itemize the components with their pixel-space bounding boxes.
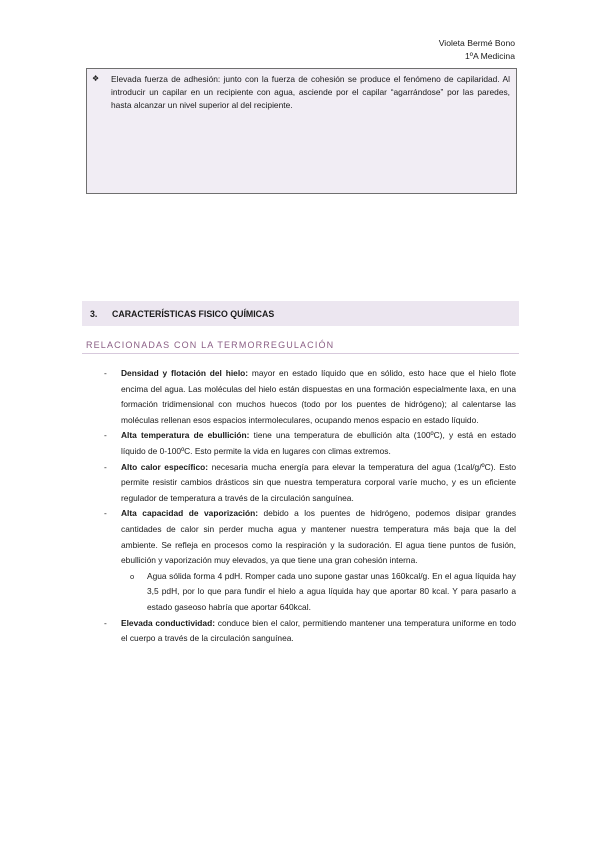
- subheading: RELACIONADAS CON LA TERMORREGULACIÓN: [82, 340, 519, 354]
- list-item: [104, 616, 516, 647]
- list-item: [104, 460, 516, 507]
- course-label: 1ºA Medicina: [465, 51, 515, 61]
- section-number: 3.: [90, 308, 98, 319]
- section-title: CARACTERÍSTICAS FISICO QUÍMICAS: [112, 308, 275, 319]
- dash-bullet-icon: -: [104, 430, 107, 441]
- item-text: debido a los puentes de hidrógeno, podemos disipar grandes cantidades de calor sin perder mucha agua y mantener nuestra temperatura más baja que la del ambiente. Se refleja en procesos como la respiración y la sudoración. El agua tiene puntos de fusión, ebullición y vaporización muy elevados, ya que tiene una gran cohesión interna.: [121, 508, 517, 566]
- list-item: [104, 506, 516, 568]
- item-text: mayor en estado líquido que en sólido, esto hace que el hielo flote encima del agua. Las moléculas del hielo están dispuestas en una formación especialmente laxa, en una formación tridimensional con muchos huecos (todo por los puentes de hidrógeno); al calentarse las moléculas rellenan esos espacios intermoleculares, ocupando menos espacio en estado líquido.: [121, 368, 516, 425]
- sub-list-item: [130, 569, 516, 616]
- item-term: Alta temperatura de ebullición:: [121, 430, 250, 441]
- item-list: [104, 366, 516, 647]
- highlight-box: [86, 68, 517, 194]
- item-term: Alta capacidad de vaporización:: [121, 508, 259, 519]
- circle-bullet-icon: o: [130, 571, 135, 581]
- dash-bullet-icon: -: [104, 617, 107, 628]
- item-term: Alto calor específico:: [121, 461, 209, 472]
- list-item: [104, 366, 516, 428]
- diamond-bullet-icon: ❖: [92, 74, 100, 83]
- item-text: necesaria mucha energía para elevar la temperatura del agua (1cal/g/ºC). Esto permite resistir cambios drásticos sin que nuestra temperatura corporal varíe mucho, y es un eficiente regulador de temperatura a través de la circulación sanguínea.: [121, 461, 517, 503]
- item-text: conduce bien el calor, permitiendo mantener una temperatura uniforme en todo el cuerpo a través de la circulación sanguínea.: [121, 617, 516, 644]
- dash-bullet-icon: -: [104, 508, 107, 519]
- page-header: [439, 37, 515, 63]
- item-term: Densidad y flotación del hielo:: [121, 368, 249, 378]
- author-name: Violeta Bermé Bono: [438, 38, 515, 48]
- item-term: Elevada conductividad:: [121, 617, 215, 628]
- sub-item-text: Agua sólida forma 4 pdH. Romper cada uno supone gastar unas 160kcal/g. En el agua líquida hay 3,5 pdH, por lo que para fundir el hielo a agua líquida hay que aportar 80 kcal. Y para pasarlo a estado gaseoso habría que aportar 640kcal.: [147, 570, 516, 612]
- dash-bullet-icon: -: [104, 368, 107, 378]
- box-text: Elevada fuerza de adhesión: junto con la fuerza de cohesión se produce el fenómeno de capilaridad. Al introducir un capilar en un recipiente con agua, asciende por el capilar “agarrándose” por las paredes, hasta alcanzar un nivel superior al del recipiente.: [111, 74, 510, 110]
- section-heading: [82, 301, 519, 326]
- dash-bullet-icon: -: [104, 461, 107, 472]
- list-item: [104, 428, 516, 459]
- item-text: tiene una temperatura de ebullición alta (100ºC), y está en estado líquido de 0-100ºC. Esto permite la vida en lugares con climas extremos.: [121, 430, 517, 456]
